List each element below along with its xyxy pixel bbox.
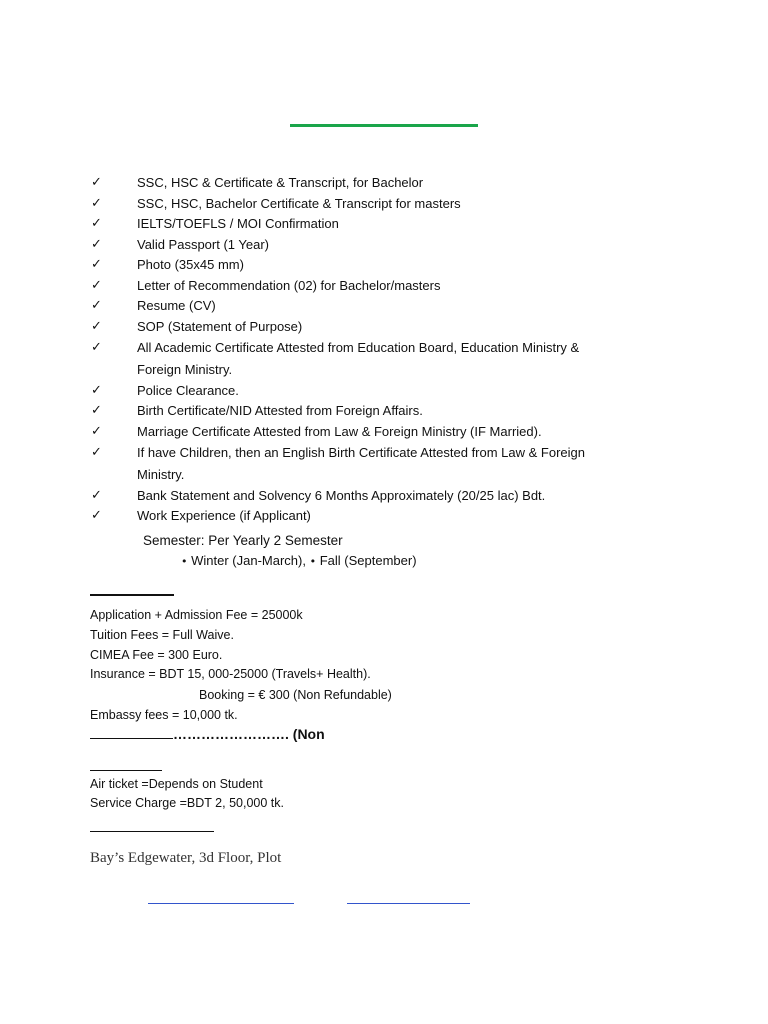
checklist-item-line: SOP (Statement of Purpose) bbox=[137, 318, 303, 334]
website-link[interactable] bbox=[347, 903, 470, 904]
checkmark-icon: ✓ bbox=[91, 340, 102, 355]
checkmark-icon: ✓ bbox=[91, 487, 102, 503]
bullet-icon: • bbox=[309, 555, 317, 568]
checklist-item-text bbox=[137, 296, 650, 316]
checklist-item bbox=[90, 442, 650, 485]
checklist-item-line: Birth Certificate/NID Attested from Foreign Affairs. bbox=[137, 403, 423, 418]
tuition-fee: Tuition Fees = Full Waive. bbox=[90, 628, 234, 642]
bullet-icon: • bbox=[181, 555, 188, 568]
fall-season: Fall (September) bbox=[319, 553, 417, 568]
checkmark-icon: ✓ bbox=[91, 175, 102, 190]
email-link[interactable] bbox=[148, 903, 294, 904]
air-ticket: Air ticket =Depends on Student bbox=[90, 777, 263, 791]
checklist-item bbox=[90, 337, 650, 380]
non-refundable-line bbox=[90, 724, 325, 744]
checkmark-icon: ✓ bbox=[91, 195, 102, 211]
booking-fee: Booking = € 300 (Non Refundable) bbox=[199, 688, 392, 702]
insurance-fee: Insurance = BDT 15, 000-25000 (Travels+ Health). bbox=[90, 667, 371, 681]
checklist-item-text bbox=[137, 401, 650, 421]
checkmark-icon: ✓ bbox=[91, 508, 102, 523]
checklist-item-text bbox=[137, 486, 650, 506]
checklist-item-text bbox=[137, 214, 650, 234]
checklist-item bbox=[90, 255, 650, 275]
checklist-item-line: Work Experience (if Applicant) bbox=[137, 508, 311, 523]
checklist-item-line: SSC, HSC, Bachelor Certificate & Transcript for masters bbox=[137, 195, 461, 211]
checklist-item bbox=[90, 422, 650, 442]
checklist-item-text bbox=[137, 337, 650, 380]
checklist-item-line: Photo (35x45 mm) bbox=[137, 257, 244, 272]
checklist-item-text bbox=[137, 276, 650, 296]
checklist-item-line: Letter of Recommendation (02) for Bachelor/masters bbox=[137, 277, 441, 293]
section-divider bbox=[90, 594, 174, 596]
checklist-item-text bbox=[137, 235, 650, 255]
checklist-item bbox=[90, 317, 650, 337]
checklist-item-line: Marriage Certificate Attested from Law & Foreign Ministry (IF Married). bbox=[137, 423, 542, 439]
checklist-item bbox=[90, 506, 650, 526]
checklist-item-line: Resume (CV) bbox=[137, 298, 216, 313]
checklist-item-text bbox=[137, 506, 650, 526]
checklist-item-line: If have Children, then an English Birth Certificate Attested from Law & Foreign bbox=[137, 445, 586, 460]
checklist-item-line: SSC, HSC & Certificate & Transcript, for Bachelor bbox=[137, 175, 424, 190]
checklist-item-text bbox=[137, 317, 650, 337]
cimea-fee: CIMEA Fee = 300 Euro. bbox=[90, 648, 223, 662]
checklist-item bbox=[90, 214, 650, 234]
semester-heading: Semester: Per Yearly 2 Semester bbox=[143, 533, 343, 548]
semester-seasons bbox=[181, 552, 417, 571]
requirements-checklist bbox=[90, 173, 650, 527]
checklist-item bbox=[90, 194, 650, 214]
checklist-item-text bbox=[137, 442, 650, 485]
checkmark-icon: ✓ bbox=[91, 445, 102, 460]
checkmark-icon: ✓ bbox=[91, 298, 102, 313]
checklist-item-line: Foreign Ministry. bbox=[137, 361, 233, 377]
checkmark-icon: ✓ bbox=[91, 277, 102, 293]
checkmark-icon: ✓ bbox=[91, 403, 102, 418]
checklist-item-text bbox=[137, 381, 650, 401]
checklist-item-line: Bank Statement and Solvency 6 Months Approximately (20/25 lac) Bdt. bbox=[137, 487, 546, 503]
checklist-item-text bbox=[137, 422, 650, 442]
checklist-item bbox=[90, 401, 650, 421]
checklist-item bbox=[90, 173, 650, 193]
service-charge: Service Charge =BDT 2, 50,000 tk. bbox=[90, 796, 284, 810]
checklist-item-line: Police Clearance. bbox=[137, 382, 239, 398]
checklist-item-line: IELTS/TOEFLS / MOI Confirmation bbox=[137, 216, 339, 231]
checklist-item-line: Ministry. bbox=[137, 466, 185, 482]
embassy-fee: Embassy fees = 10,000 tk. bbox=[90, 708, 238, 722]
section-divider bbox=[90, 770, 162, 771]
checkmark-icon: ✓ bbox=[91, 216, 102, 231]
checkmark-icon: ✓ bbox=[91, 318, 102, 334]
checklist-item bbox=[90, 296, 650, 316]
checklist-item bbox=[90, 235, 650, 255]
section-divider bbox=[90, 831, 214, 832]
checklist-item bbox=[90, 381, 650, 401]
checklist-item-line: Valid Passport (1 Year) bbox=[137, 236, 269, 252]
checklist-item-text bbox=[137, 194, 650, 214]
checklist-item bbox=[90, 276, 650, 296]
blank-underline bbox=[90, 724, 173, 739]
title-underline bbox=[290, 124, 478, 127]
checklist-item-line: All Academic Certificate Attested from Education Board, Education Ministry & bbox=[137, 340, 580, 355]
checklist-item-text bbox=[137, 173, 650, 193]
checkmark-icon: ✓ bbox=[91, 382, 102, 398]
office-address: Bay’s Edgewater, 3d Floor, Plot bbox=[90, 850, 282, 866]
checklist-item bbox=[90, 486, 650, 506]
application-fee: Application + Admission Fee = 25000k bbox=[90, 608, 303, 622]
winter-season: Winter (Jan-March), bbox=[191, 553, 306, 568]
checkmark-icon: ✓ bbox=[91, 423, 102, 439]
checkmark-icon: ✓ bbox=[91, 236, 102, 252]
non-refundable-text: ……………………. (Non bbox=[173, 726, 325, 742]
checklist-item-text bbox=[137, 255, 650, 275]
checkmark-icon: ✓ bbox=[91, 257, 102, 272]
